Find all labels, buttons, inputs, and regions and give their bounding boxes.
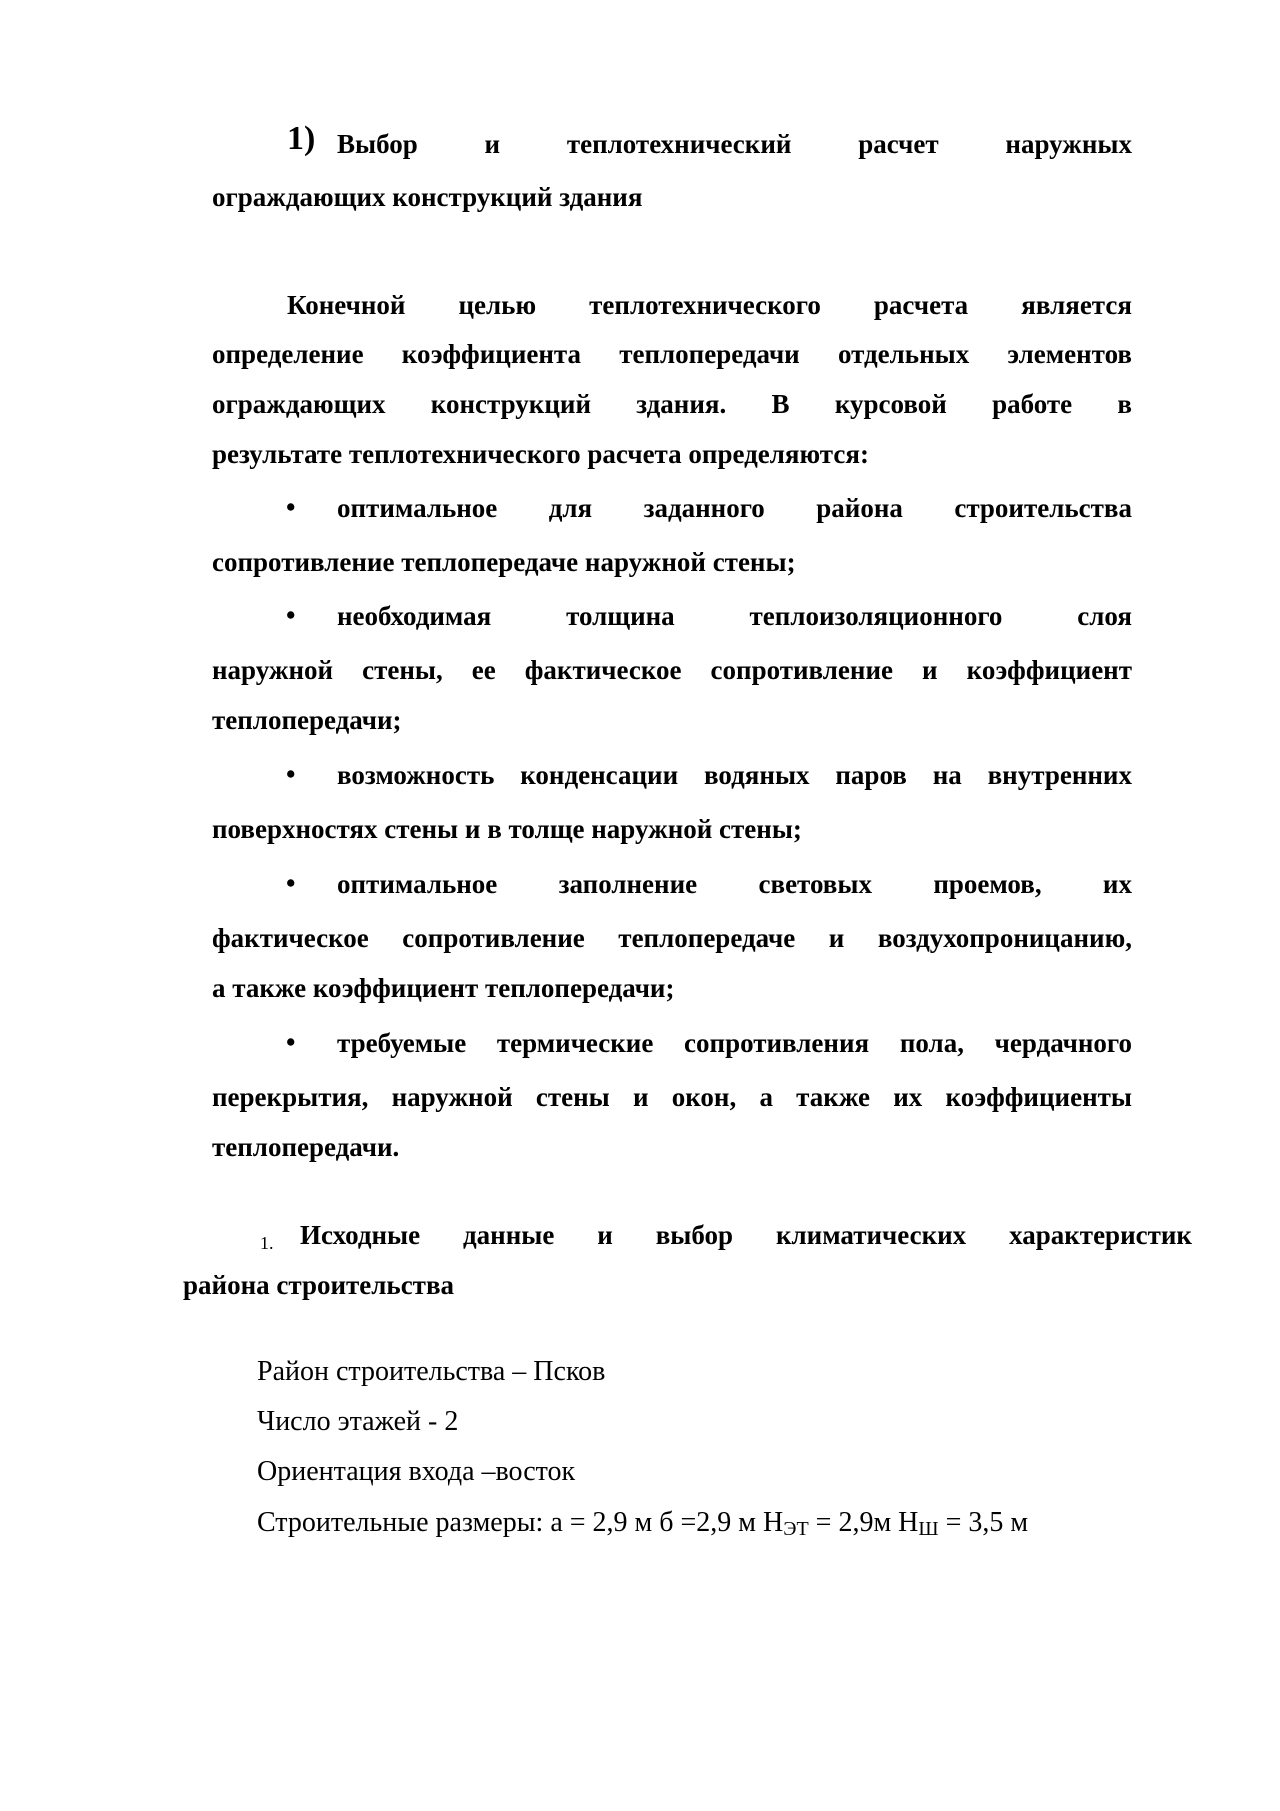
heading-number: 1)	[287, 120, 316, 157]
sizes-suffix: = 3,5 м	[938, 1507, 1029, 1538]
bullet-4-line-1: оптимальное заполнение световых проемов, их	[337, 869, 1132, 899]
sizes-subscript-et: ЭТ	[783, 1518, 809, 1540]
sizes-line	[257, 1506, 1028, 1542]
bullet-4-line-2: фактическое сопротивление теплопередаче и воздухопроницанию,	[212, 923, 1132, 953]
sizes-subscript-sh: Ш	[918, 1518, 939, 1540]
sizes-prefix: Строительные размеры: а = 2,9 м б =2,9 м Н	[257, 1507, 784, 1538]
bullet-3-line-2: поверхностях стены и в толще наружной стены;	[212, 814, 802, 844]
bullet-icon: •	[286, 600, 296, 630]
sizes-middle: = 2,9м Н	[808, 1507, 919, 1538]
section-title-line-1: Исходные данные и выбор климатических характеристик	[300, 1220, 1192, 1250]
intro-line-2: определение коэффициента теплопередачи отдельных элементов	[212, 339, 1132, 369]
bullet-2-line-2: наружной стены, ее фактическое сопротивление и коэффициент	[212, 655, 1132, 685]
bullet-5-line-3: теплопередачи.	[212, 1132, 400, 1162]
heading-title-line-2: ограждающих конструкций здания	[212, 182, 643, 212]
bullet-5-line-1: требуемые термические сопротивления пола, чердачного	[337, 1028, 1132, 1058]
bullet-5-line-2: перекрытия, наружной стены и окон, а также их коэффициенты	[212, 1082, 1132, 1112]
bullet-icon: •	[286, 868, 296, 898]
bullet-1-line-1: оптимальное для заданного района строительства	[337, 493, 1132, 523]
section-title-line-2: района строительства	[183, 1270, 455, 1300]
bullet-4-line-3: а также коэффициент теплопередачи;	[212, 973, 675, 1003]
district-line: Район строительства – Псков	[257, 1356, 606, 1387]
bullet-2-line-1: необходимая толщина теплоизоляционного слоя	[337, 601, 1132, 631]
intro-line-1: Конечной целью теплотехнического расчета является	[287, 290, 1132, 320]
bullet-3-line-1: возможность конденсации водяных паров на внутренних	[337, 760, 1132, 790]
intro-line-3: ограждающих конструкций здания. В курсовой работе в	[212, 389, 1132, 419]
orientation-line: Ориентация входа –восток	[257, 1456, 576, 1487]
bullet-1-line-2: сопротивление теплопередаче наружной стены;	[212, 547, 796, 577]
bullet-icon: •	[286, 759, 296, 789]
bullet-icon: •	[286, 492, 296, 522]
floors-line: Число этажей - 2	[257, 1406, 459, 1437]
intro-line-4: результате теплотехнического расчета определяются:	[212, 439, 869, 469]
section-number: 1.	[260, 1233, 274, 1253]
bullet-icon: •	[286, 1027, 296, 1057]
bullet-2-line-3: теплопередачи;	[212, 705, 402, 735]
heading-title-line-1: Выбор и теплотехнический расчет наружных	[337, 129, 1132, 159]
